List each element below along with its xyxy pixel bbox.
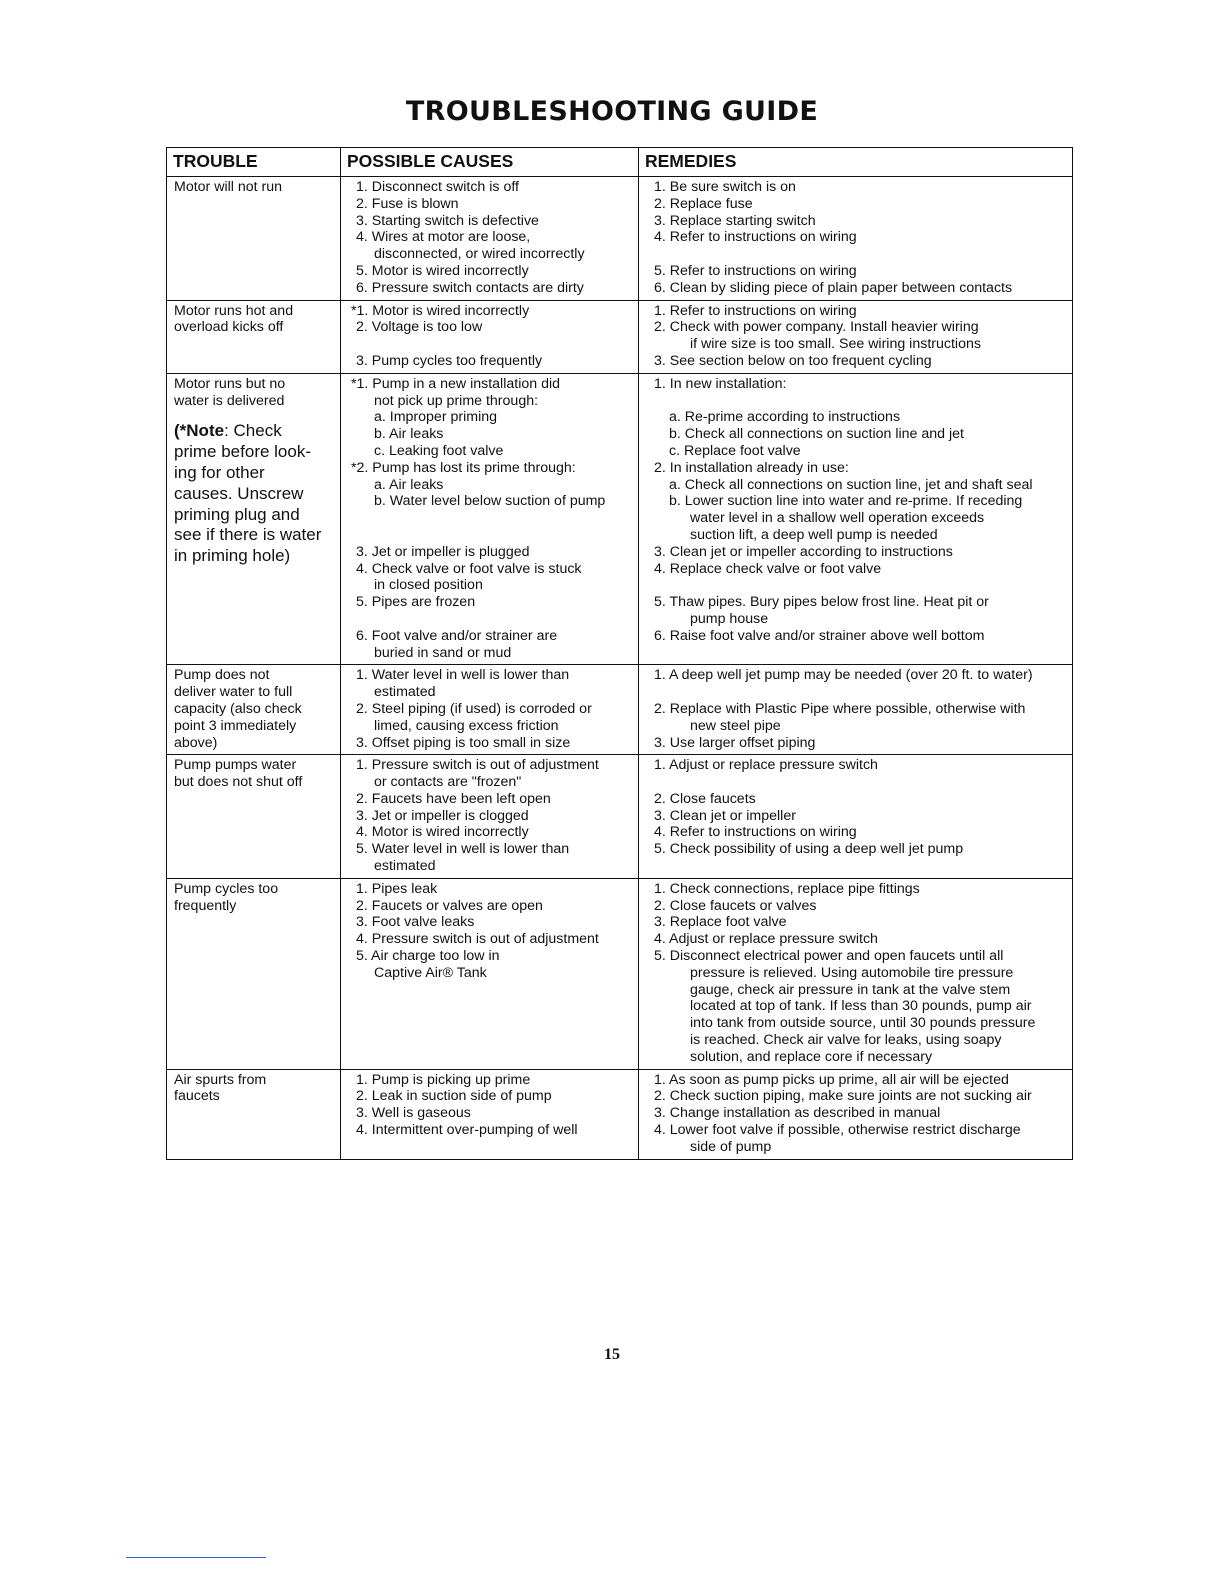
remedy-line: 3. Change installation as described in manual [654, 1105, 941, 1122]
remedy-line: 5. Refer to instructions on wiring [654, 262, 857, 279]
remedy-line [645, 393, 1068, 410]
cause-line: a. Improper priming [374, 409, 498, 426]
remedy-line [645, 645, 1068, 662]
cause-line [347, 336, 634, 353]
footer-rule [126, 1557, 266, 1558]
trouble-line: Pump does not [174, 667, 270, 684]
cause-line: 1. Pipes leak [356, 880, 438, 897]
remedy-line: a. Check all connections on suction line, jet and shaft seal [669, 476, 1033, 493]
cause-line: 1. Pump is picking up prime [356, 1071, 531, 1088]
remedy-line: 2. Check with power company. Install heavier wiring [654, 319, 979, 336]
remedy-line: 1. Be sure switch is on [654, 179, 796, 195]
trouble-line: Motor runs but no [174, 375, 286, 392]
remedy-line: c. Replace foot valve [669, 442, 801, 459]
remedy-line [645, 774, 1068, 791]
causes-cell [341, 177, 639, 301]
trouble-cell [167, 878, 341, 1069]
priming-note [174, 421, 336, 567]
remedies-cell [639, 1069, 1073, 1159]
cause-line: Captive Air® Tank [374, 964, 487, 981]
cause-line: 3. Pump cycles too frequently [356, 352, 543, 369]
cause-line: 5. Motor is wired incorrectly [356, 262, 529, 279]
trouble-cell [167, 373, 341, 665]
cause-line: 3. Jet or impeller is plugged [356, 543, 530, 560]
table-row [167, 755, 1073, 879]
remedy-line: 1. As soon as pump picks up prime, all air will be ejected [654, 1071, 1009, 1088]
note-line: priming plug and [174, 504, 300, 524]
remedy-line: side of pump [690, 1138, 772, 1155]
remedy-line: 3. Clean jet or impeller [654, 807, 796, 824]
cause-line: 4. Wires at motor are loose, [356, 229, 531, 246]
remedy-line: 1. Check connections, replace pipe fittings [654, 880, 920, 897]
cause-line: *1. Motor is wired incorrectly [351, 302, 530, 319]
cause-line: 6. Pressure switch contacts are dirty [356, 279, 584, 296]
remedy-line [645, 858, 1068, 875]
remedy-line: suction lift, a deep well pump is needed [690, 526, 938, 543]
cause-line: 2. Fuse is blown [356, 195, 459, 212]
table-row [167, 177, 1073, 301]
remedy-line: 1. A deep well jet pump may be needed (over 20 ft. to water) [654, 667, 1033, 684]
cause-line: 5. Air charge too low in [356, 948, 500, 965]
cause-line: *2. Pump has lost its prime through: [351, 459, 576, 476]
table-row [167, 878, 1073, 1069]
cause-line [347, 1015, 634, 1032]
header-trouble: TROUBLE [167, 148, 341, 177]
cause-line [347, 982, 634, 999]
note-line [174, 421, 336, 442]
cause-line: 4. Pressure switch is out of adjustment [356, 931, 599, 948]
remedy-line: 2. Check suction piping, make sure joints are not sucking air [654, 1088, 1032, 1105]
remedy-line: located at top of tank. If less than 30 pounds, pump air [690, 998, 1032, 1015]
remedy-line: 3. Replace foot valve [654, 914, 787, 931]
cause-line: buried in sand or mud [374, 644, 512, 661]
cause-line [347, 510, 634, 527]
trouble-line: Air spurts from [174, 1071, 267, 1088]
cause-line: 6. Foot valve and/or strainer are [356, 627, 558, 644]
remedy-line: b. Lower suction line into water and re-prime. If receding [669, 493, 1023, 510]
remedy-line [645, 684, 1068, 701]
remedies-cell [639, 665, 1073, 755]
note-line: see if there is water [174, 525, 322, 545]
remedy-line: 2. Replace fuse [654, 195, 753, 212]
remedy-line: 3. Clean jet or impeller according to instructions [654, 543, 953, 560]
causes-cell [341, 300, 639, 373]
causes-cell [341, 878, 639, 1069]
cause-line: estimated [374, 684, 436, 701]
remedy-line: solution, and replace core if necessary [690, 1048, 933, 1065]
remedy-line: pump house [690, 610, 769, 627]
remedy-line: pressure is relieved. Using automobile tire pressure [690, 964, 1014, 981]
cause-line [347, 527, 634, 544]
remedy-line: 4. Replace check valve or foot valve [654, 560, 882, 577]
cause-line: limed, causing excess friction [374, 717, 559, 734]
remedy-line: into tank from outside source, until 30 pounds pressure [690, 1015, 1036, 1032]
remedy-line: 4. Refer to instructions on wiring [654, 229, 857, 246]
cause-line: 4. Intermittent over-pumping of well [356, 1122, 578, 1139]
remedy-line: 4. Lower foot valve if possible, otherwise restrict discharge [654, 1122, 1021, 1139]
cause-line: 5. Water level in well is lower than [356, 841, 570, 858]
trouble-cell [167, 300, 341, 373]
cause-line [347, 998, 634, 1015]
cause-line: estimated [374, 858, 436, 875]
remedy-line: water level in a shallow well operation exceeds [690, 510, 985, 527]
page-title: TROUBLESHOOTING GUIDE [405, 96, 819, 127]
cause-line: 2. Steel piping (if used) is corroded or [356, 700, 592, 717]
remedy-line: if wire size is too small. See wiring instructions [690, 336, 981, 353]
remedy-line: 3. Use larger offset piping [654, 734, 816, 751]
remedy-line: 1. In new installation: [654, 375, 787, 392]
remedy-line: 5. Disconnect electrical power and open faucets until all [654, 948, 1004, 965]
remedy-line: 4. Adjust or replace pressure switch [654, 931, 878, 948]
cause-line [347, 1139, 634, 1156]
remedy-line: new steel pipe [690, 717, 781, 734]
trouble-cell [167, 177, 341, 301]
trouble-line: Pump pumps water [174, 757, 297, 774]
cause-line: 2. Leak in suction side of pump [356, 1088, 552, 1105]
remedy-line: 6. Raise foot valve and/or strainer above well bottom [654, 627, 985, 644]
note-line: ing for other [174, 462, 265, 482]
remedies-cell [639, 878, 1073, 1069]
cause-line: in closed position [374, 577, 483, 594]
cause-line: 2. Faucets have been left open [356, 790, 551, 807]
trouble-line: Motor runs hot and [174, 302, 294, 319]
remedy-line: 4. Refer to instructions on wiring [654, 824, 857, 841]
cause-line: 4. Motor is wired incorrectly [356, 824, 529, 841]
remedies-cell [639, 300, 1073, 373]
remedy-line: 1. Refer to instructions on wiring [654, 302, 857, 319]
table-row [167, 1069, 1073, 1159]
remedy-line: is reached. Check air valve for leaks, using soapy [690, 1032, 1002, 1049]
remedies-cell [639, 177, 1073, 301]
trouble-line: Pump cycles too [174, 880, 279, 897]
remedy-line: 2. Replace with Plastic Pipe where possible, otherwise with [654, 700, 1026, 717]
header-possible-causes: POSSIBLE CAUSES [341, 148, 639, 177]
trouble-line: Motor will not run [174, 179, 283, 195]
remedy-line: 2. Close faucets [654, 790, 756, 807]
cause-line: disconnected, or wired incorrectly [374, 246, 585, 263]
table-header-row [167, 148, 1073, 177]
note-line: prime before look- [174, 442, 312, 462]
cause-line: 3. Offset piping is too small in size [356, 734, 571, 751]
cause-line: 1. Water level in well is lower than [356, 667, 570, 684]
remedy-line [645, 577, 1068, 594]
remedy-line: 2. Close faucets or valves [654, 897, 817, 914]
remedy-line: a. Re-prime according to instructions [669, 409, 901, 426]
trouble-cell [167, 1069, 341, 1159]
cause-line: 5. Pipes are frozen [356, 594, 476, 611]
trouble-cell [167, 665, 341, 755]
cause-line: c. Leaking foot valve [374, 442, 504, 459]
cause-line: 2. Faucets or valves are open [356, 897, 543, 914]
cause-line [347, 611, 634, 628]
cause-line: b. Water level below suction of pump [374, 493, 606, 510]
trouble-line: deliver water to full [174, 684, 293, 701]
table-row [167, 373, 1073, 665]
trouble-line: faucets [174, 1088, 220, 1105]
cause-line: 3. Starting switch is defective [356, 212, 539, 229]
note-text: : Check [224, 421, 282, 441]
remedies-cell [639, 755, 1073, 879]
causes-cell [341, 755, 639, 879]
page-number: 15 [604, 1346, 620, 1363]
cause-line: 3. Jet or impeller is clogged [356, 807, 529, 824]
remedy-line: 2. In installation already in use: [654, 459, 849, 476]
cause-line: 3. Well is gaseous [356, 1105, 471, 1122]
remedy-line: 6. Clean by sliding piece of plain paper between contacts [654, 279, 1013, 296]
remedies-cell [639, 373, 1073, 665]
causes-cell [341, 665, 639, 755]
trouble-line: overload kicks off [174, 319, 284, 336]
note-line: causes. Unscrew [174, 483, 304, 503]
cause-line: 4. Check valve or foot valve is stuck [356, 560, 582, 577]
remedy-line: 5. Check possibility of using a deep well jet pump [654, 841, 964, 858]
causes-cell [341, 1069, 639, 1159]
cause-line [347, 1049, 634, 1066]
remedy-line: 1. Adjust or replace pressure switch [654, 757, 878, 774]
header-remedies: REMEDIES [639, 148, 1073, 177]
cause-line: 3. Foot valve leaks [356, 914, 475, 931]
trouble-line: point 3 immediately [174, 717, 297, 734]
table-row [167, 665, 1073, 755]
note-label: (*Note [174, 421, 225, 441]
cause-line: 1. Pressure switch is out of adjustment [356, 757, 599, 774]
cause-line: b. Air leaks [374, 426, 444, 443]
remedy-line: b. Check all connections on suction line and jet [669, 426, 964, 443]
troubleshooting-table [166, 147, 1073, 1160]
note-line: in priming hole) [174, 546, 291, 566]
remedy-line: gauge, check air pressure in tank at the valve stem [690, 981, 1011, 998]
table-row [167, 300, 1073, 373]
remedy-line: 5. Thaw pipes. Bury pipes below frost line. Heat pit or [654, 594, 989, 611]
trouble-line: capacity (also check [174, 700, 302, 717]
causes-cell [341, 373, 639, 665]
remedy-line: 3. Replace starting switch [654, 212, 816, 229]
trouble-line: water is delivered [174, 392, 285, 409]
cause-line [347, 1032, 634, 1049]
cause-line: 1. Disconnect switch is off [356, 179, 519, 195]
trouble-line: frequently [174, 897, 237, 914]
cause-line: a. Air leaks [374, 476, 444, 493]
remedy-line: 3. See section below on too frequent cycling [654, 352, 932, 369]
trouble-line: above) [174, 734, 218, 751]
cause-line: 2. Voltage is too low [356, 319, 483, 336]
cause-line: not pick up prime through: [374, 392, 539, 409]
table-body [167, 177, 1073, 1160]
trouble-line: but does not shut off [174, 774, 303, 791]
cause-line: or contacts are "frozen" [374, 774, 522, 791]
remedy-line [645, 246, 1068, 263]
cause-line: *1. Pump in a new installation did [351, 375, 560, 392]
trouble-cell [167, 755, 341, 879]
